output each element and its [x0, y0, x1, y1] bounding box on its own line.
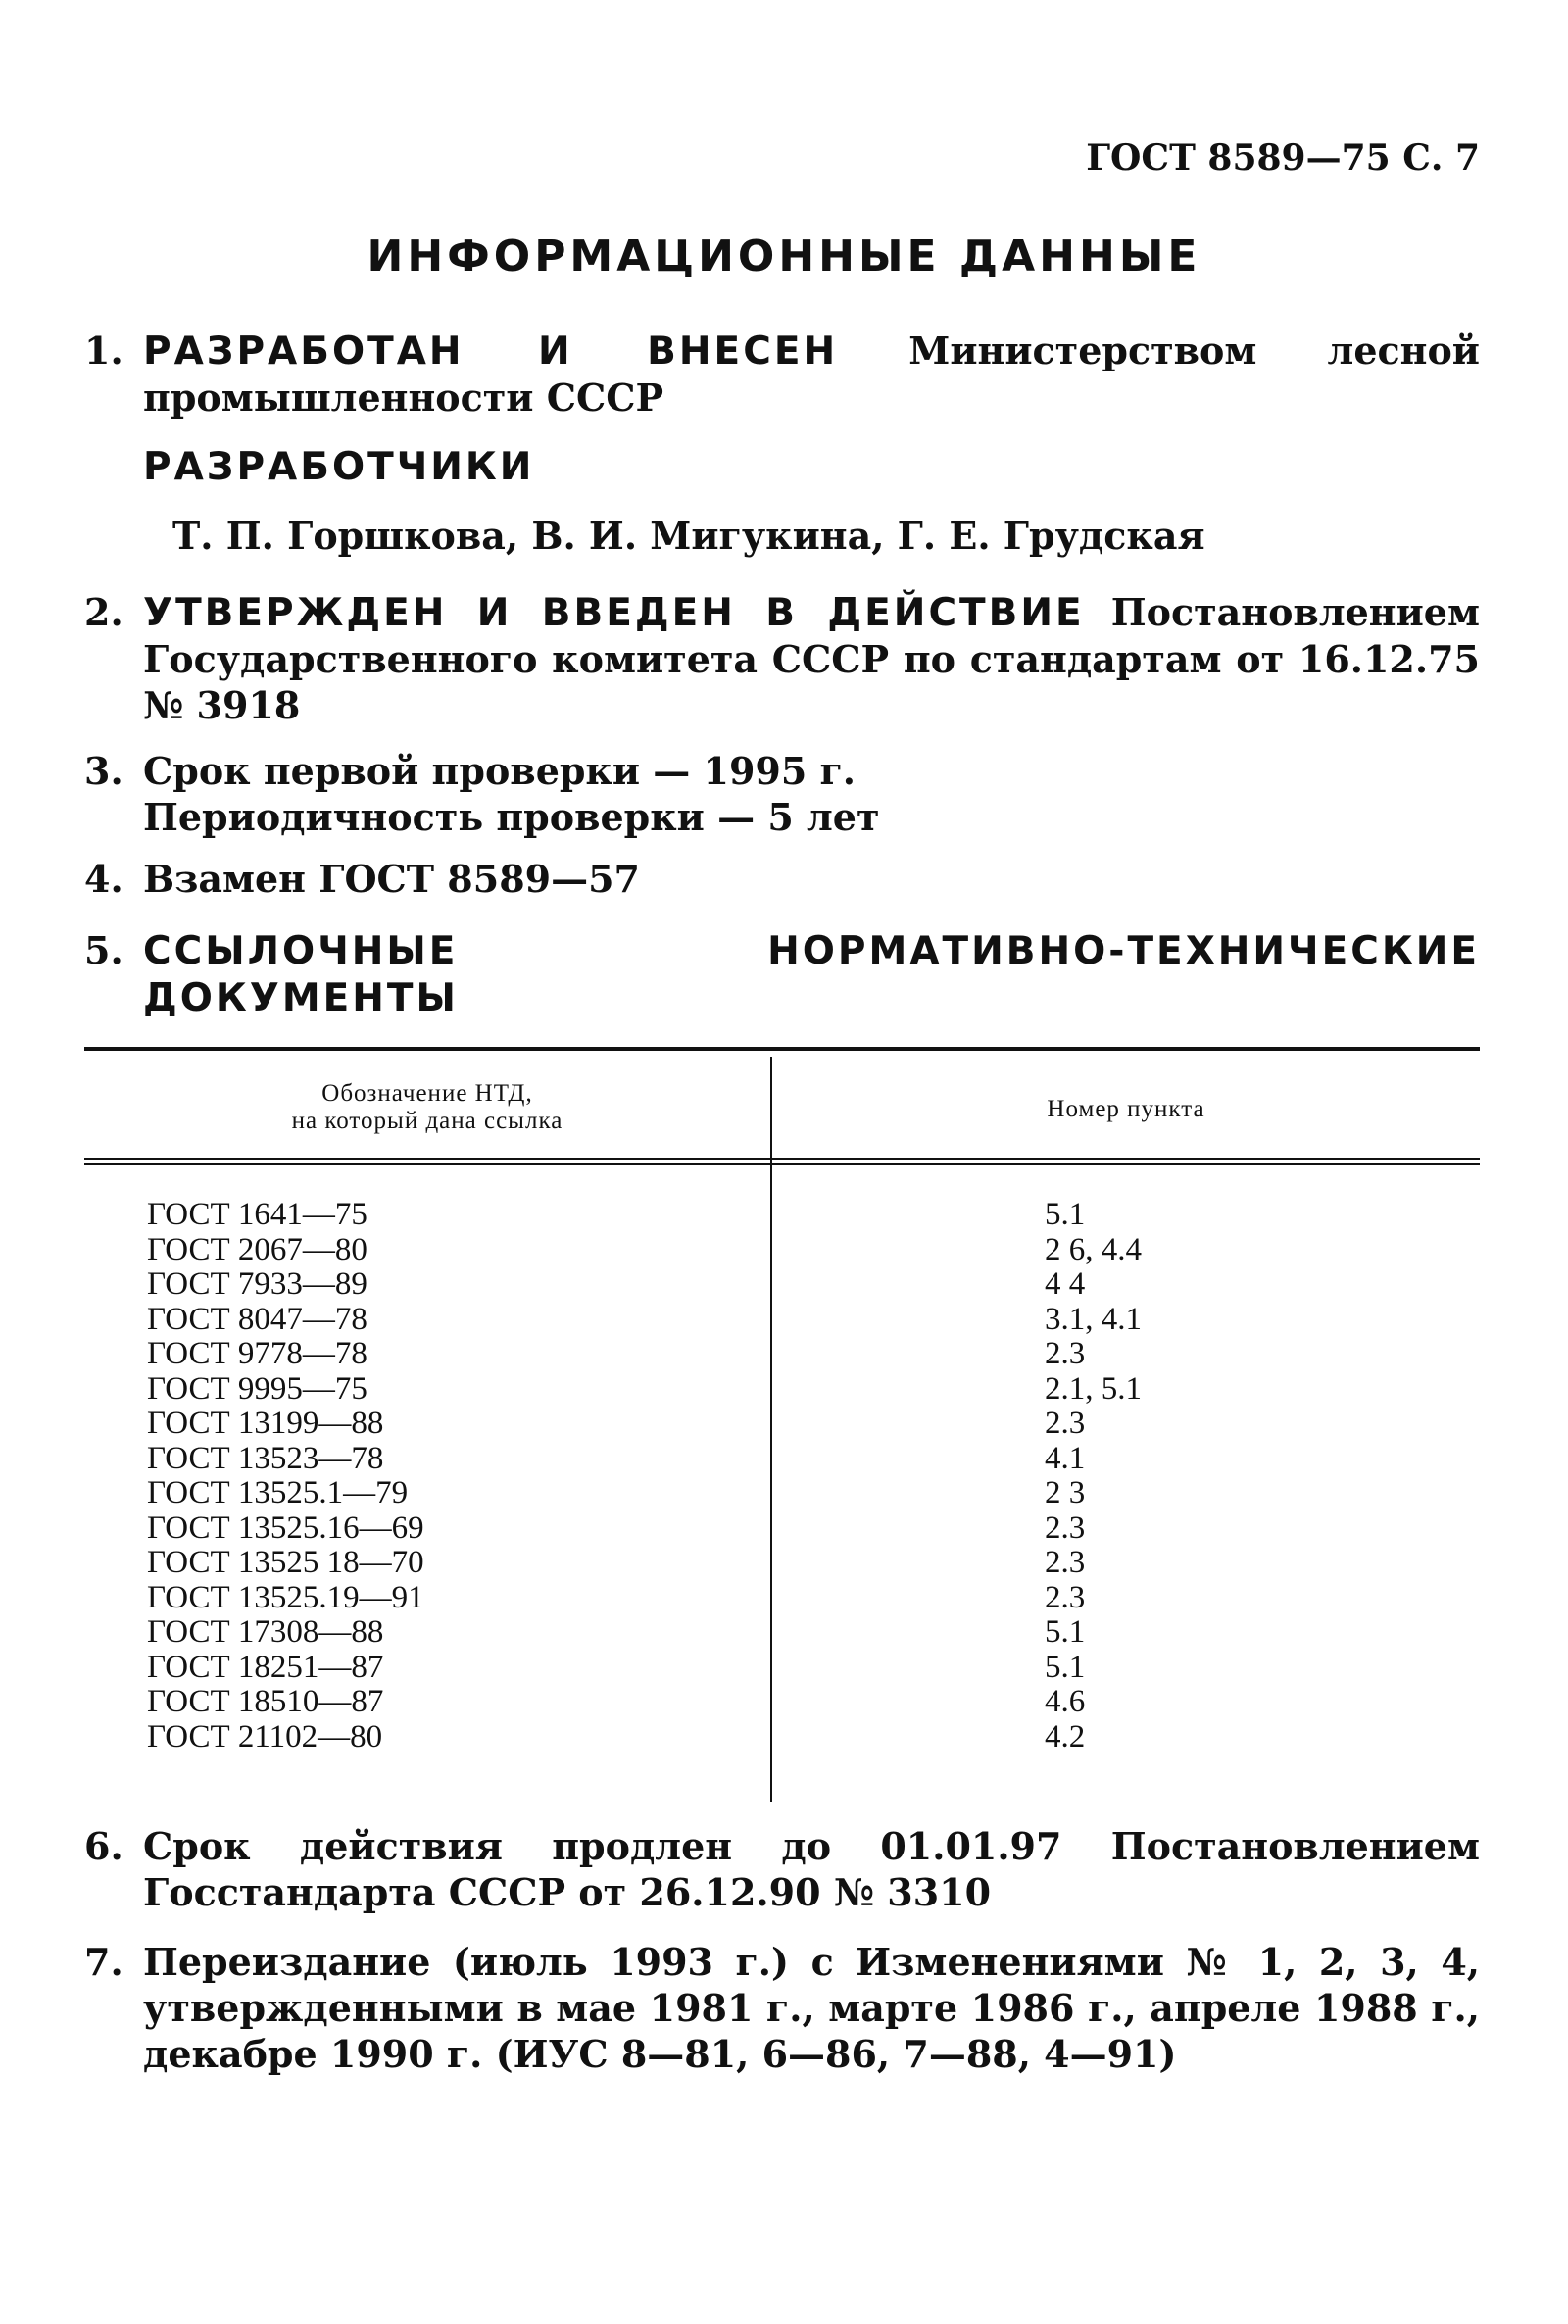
table-row [84, 1233, 1480, 1268]
table-top-rule [84, 1047, 1480, 1051]
item-caps: РАЗРАБОТАН И ВНЕСЕН [143, 329, 839, 373]
item-number: 3. [84, 749, 123, 793]
item-number: 2. [84, 590, 123, 634]
item-number: 4. [84, 857, 123, 901]
item-body [143, 1823, 1480, 1915]
item-text: Постановлением Государственного комитета СССР по стандартам от 16.12.75 № 3918 [143, 590, 1480, 727]
item-4 [84, 856, 1480, 905]
table-header-line: Обозначение НТД, [321, 1080, 533, 1107]
item-number: 6. [84, 1824, 123, 1868]
table-cell-clause: 2.3 [1045, 1509, 1086, 1546]
table-header-rule [84, 1158, 1480, 1160]
table-body [84, 1198, 1480, 1755]
item-3 [84, 748, 1480, 846]
table-cell-document: ГОСТ 9995—75 [147, 1370, 368, 1407]
table-row [84, 1337, 1480, 1372]
table-cell-clause: 2.3 [1045, 1545, 1086, 1580]
table-cell-clause: 2.3 [1045, 1579, 1086, 1615]
table-cell-document: ГОСТ 1641—75 [147, 1197, 368, 1232]
table-cell-clause: 4.2 [1045, 1718, 1086, 1755]
table-row [84, 1372, 1480, 1408]
item-body [143, 748, 1480, 840]
table-cell-document: ГОСТ 7933—89 [147, 1266, 368, 1302]
item-caps: ССЫЛОЧНЫЕ НОРМАТИВНО-ТЕХНИЧЕСКИЕ ДОКУМЕНТЫ [143, 929, 1480, 1020]
item-text: Срок действия продлен до 01.01.97 Постановлением Госстандарта СССР от 26.12.90 № 3310 [143, 1824, 1480, 1914]
table-header-rule [84, 1163, 1480, 1165]
table-row [84, 1651, 1480, 1686]
table-row [84, 1511, 1480, 1547]
item-body [143, 927, 1480, 1021]
table-row [84, 1615, 1480, 1651]
page-header: ГОСТ 8589—75 С. 7 [1086, 137, 1480, 178]
table-cell-clause: 2.3 [1045, 1406, 1086, 1441]
table-row [84, 1476, 1480, 1511]
table-row [84, 1303, 1480, 1338]
table-cell-document: ГОСТ 2067—80 [147, 1231, 368, 1267]
item-text: Министерством лесной промышленности СССР [143, 328, 1480, 420]
item-2 [84, 589, 1480, 736]
item-text: Переиздание (июль 1993 г.) с Изменениями № 1, 2, 3, 4, утвержденными в мае 1981 г., марте 1986 г., апреле 1988 г., декабре 1990 г. (ИУС 8—81, 6—86, 7—88, 4—91) [143, 1940, 1480, 2076]
table-row [84, 1685, 1480, 1720]
table-cell-clause: 5.1 [1045, 1649, 1086, 1685]
item-line: Периодичность проверки — 5 лет [143, 795, 880, 839]
table-row [84, 1581, 1480, 1616]
item-6 [84, 1823, 1480, 1921]
developers-heading: РАЗРАБОТЧИКИ [143, 445, 535, 489]
table-cell-document: ГОСТ 21102—80 [147, 1718, 383, 1755]
table-row [84, 1407, 1480, 1442]
table-cell-clause: 2.1, 5.1 [1045, 1370, 1142, 1407]
table-cell-document: ГОСТ 13525.19—91 [147, 1579, 424, 1615]
table-cell-clause: 2 6, 4.4 [1045, 1231, 1142, 1267]
table-cell-clause: 5.1 [1045, 1197, 1086, 1232]
table-header-clause: Номер пункта [1047, 1096, 1205, 1122]
item-number: 5. [84, 928, 123, 972]
item-1 [84, 327, 1480, 425]
table-header-line: на который дана ссылка [291, 1108, 564, 1134]
developers-names: Т. П. Горшкова, В. И. Мигукина, Г. Е. Грудская [172, 514, 1205, 558]
table-cell-document: ГОСТ 9778—78 [147, 1336, 368, 1371]
table-cell-document: ГОСТ 18510—87 [147, 1684, 384, 1719]
table-row [84, 1546, 1480, 1581]
item-number: 1. [84, 328, 123, 372]
table-cell-clause: 2.3 [1045, 1336, 1086, 1371]
item-number: 7. [84, 1940, 123, 1984]
table-header-document [84, 1080, 770, 1135]
table-cell-clause: 4 4 [1045, 1266, 1086, 1302]
table-cell-clause: 4.6 [1045, 1684, 1086, 1719]
item-7 [84, 1939, 1480, 2086]
table-cell-document: ГОСТ 13525.16—69 [147, 1509, 424, 1546]
table-cell-document: ГОСТ 8047—78 [147, 1301, 368, 1337]
table-row [84, 1198, 1480, 1233]
reference-table [84, 1047, 1480, 1802]
document-title: ИНФОРМАЦИОННЫЕ ДАННЫЕ [367, 231, 1201, 281]
table-cell-clause: 4.1 [1045, 1440, 1086, 1476]
table-row [84, 1442, 1480, 1477]
table-cell-document: ГОСТ 13199—88 [147, 1406, 384, 1441]
table-row [84, 1720, 1480, 1755]
item-caps: УТВЕРЖДЕН И ВВЕДЕН В ДЕЙСТВИЕ [143, 591, 1085, 635]
table-cell-document: ГОСТ 13525.1—79 [147, 1475, 409, 1510]
table-cell-clause: 5.1 [1045, 1614, 1086, 1650]
item-body [143, 1939, 1480, 2077]
item-body [143, 589, 1480, 728]
table-cell-document: ГОСТ 13525 18—70 [147, 1545, 424, 1580]
item-text: Взамен ГОСТ 8589—57 [143, 857, 640, 901]
item-body [143, 856, 1480, 902]
table-cell-document: ГОСТ 18251—87 [147, 1649, 384, 1685]
item-body [143, 327, 1480, 420]
table-cell-document: ГОСТ 13523—78 [147, 1440, 384, 1476]
table-cell-clause: 3.1, 4.1 [1045, 1301, 1142, 1337]
table-cell-document: ГОСТ 17308—88 [147, 1614, 384, 1650]
item-5 [84, 927, 1480, 1025]
table-row [84, 1267, 1480, 1303]
item-line: Срок первой проверки — 1995 г. [143, 749, 857, 793]
table-cell-clause: 2 3 [1045, 1475, 1086, 1510]
